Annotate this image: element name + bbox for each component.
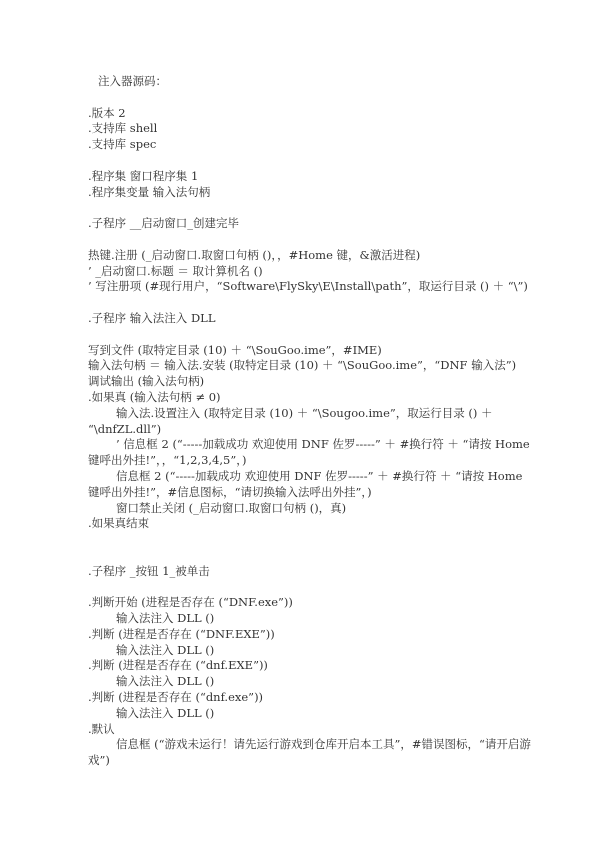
code-line: .程序集 窗口程序集 1 — [88, 168, 199, 183]
code-line: .判断 (进程是否存在 (“DNF.EXE”)) — [88, 626, 275, 641]
code-line: .子程序 _按钮 1_被单击 — [88, 563, 210, 578]
code-line: 信息框 (“游戏未运行！请先运行游戏到仓库开启本工具”，#错误图标，“请开启游 — [116, 737, 531, 752]
code-line: “\dnfZL.dll”) — [88, 421, 162, 436]
blank-line — [88, 548, 518, 564]
code-line: 输入法注入 DLL () — [116, 642, 215, 657]
code-line: .子程序 输入法注入 DLL — [88, 310, 216, 325]
code-line: .程序集变量 输入法句柄 — [88, 184, 211, 199]
code-line: 键呼出外挂!”，#信息图标，“请切换输入法呼出外挂”，) — [88, 484, 372, 499]
code-line: 写到文件 (取特定目录 (10) ＋ “\SouGoo.ime”，#IME) — [88, 342, 382, 357]
code-line: 戏”) — [88, 753, 110, 768]
code-line: 调试输出 (输入法句柄) — [88, 374, 205, 389]
code-line: 热键.注册 (_启动窗口.取窗口句柄 ()，，#Home 键，&激活进程) — [88, 247, 421, 262]
code-line: .默认 — [88, 721, 115, 736]
blank-line — [88, 327, 518, 343]
code-line: ’ _启动窗口.标题 ＝ 取计算机名 () — [88, 263, 263, 278]
code-line: .如果真 (输入法句柄 ≠ 0) — [88, 389, 221, 404]
code-line: .判断 (进程是否存在 (“dnf.EXE”)) — [88, 658, 268, 673]
code-line: .支持库 shell — [88, 121, 158, 136]
code-line: 窗口禁止关闭 (_启动窗口.取窗口句柄 ()，真) — [116, 500, 347, 515]
code-line: .支持库 spec — [88, 137, 157, 152]
code-line: 输入法注入 DLL () — [116, 674, 215, 689]
blank-line — [88, 580, 518, 596]
code-line: .判断 (进程是否存在 (“dnf.exe”)) — [88, 690, 264, 705]
code-line: .子程序 __启动窗口_创建完毕 — [88, 216, 240, 231]
blank-line — [88, 532, 518, 548]
code-line: 输入法注入 DLL () — [116, 611, 215, 626]
code-line: .如果真结束 — [88, 516, 150, 531]
code-line: ’ 信息框 2 (“-----加载成功 欢迎使用 DNF 佐罗-----” ＋ #换行符 ＋ “请按 Home — [116, 437, 530, 452]
code-line: ’ 写注册项 (#现行用户，“Software\FlySky\E\Install\path”，取运行目录 () ＋ “\”) — [88, 279, 528, 294]
code-line: 输入法注入 DLL () — [116, 705, 215, 720]
code-line: 输入法.设置注入 (取特定目录 (10) ＋ “\Sougoo.ime”，取运行目录 () ＋ — [116, 405, 493, 420]
code-line: 键呼出外挂!”，，“1,2,3,4,5”，) — [88, 453, 247, 468]
code-line: 信息框 2 (“-----加载成功 欢迎使用 DNF 佐罗-----” ＋ #换行符 ＋ “请按 Home — [116, 468, 523, 483]
blank-line — [88, 90, 518, 106]
code-line: .判断开始 (进程是否存在 (“DNF.exe”)) — [88, 595, 293, 610]
blank-line — [88, 200, 518, 216]
code-line: .版本 2 — [88, 105, 126, 120]
blank-line — [88, 153, 518, 169]
document-title: 注入器源码： — [98, 74, 167, 88]
source-code-document — [88, 74, 531, 769]
blank-line — [88, 232, 518, 248]
blank-line — [88, 295, 518, 311]
code-line: 输入法句柄 ＝ 输入法.安装 (取特定目录 (10) ＋ “\SouGoo.ime”，“DNF 输入法”) — [88, 358, 517, 373]
